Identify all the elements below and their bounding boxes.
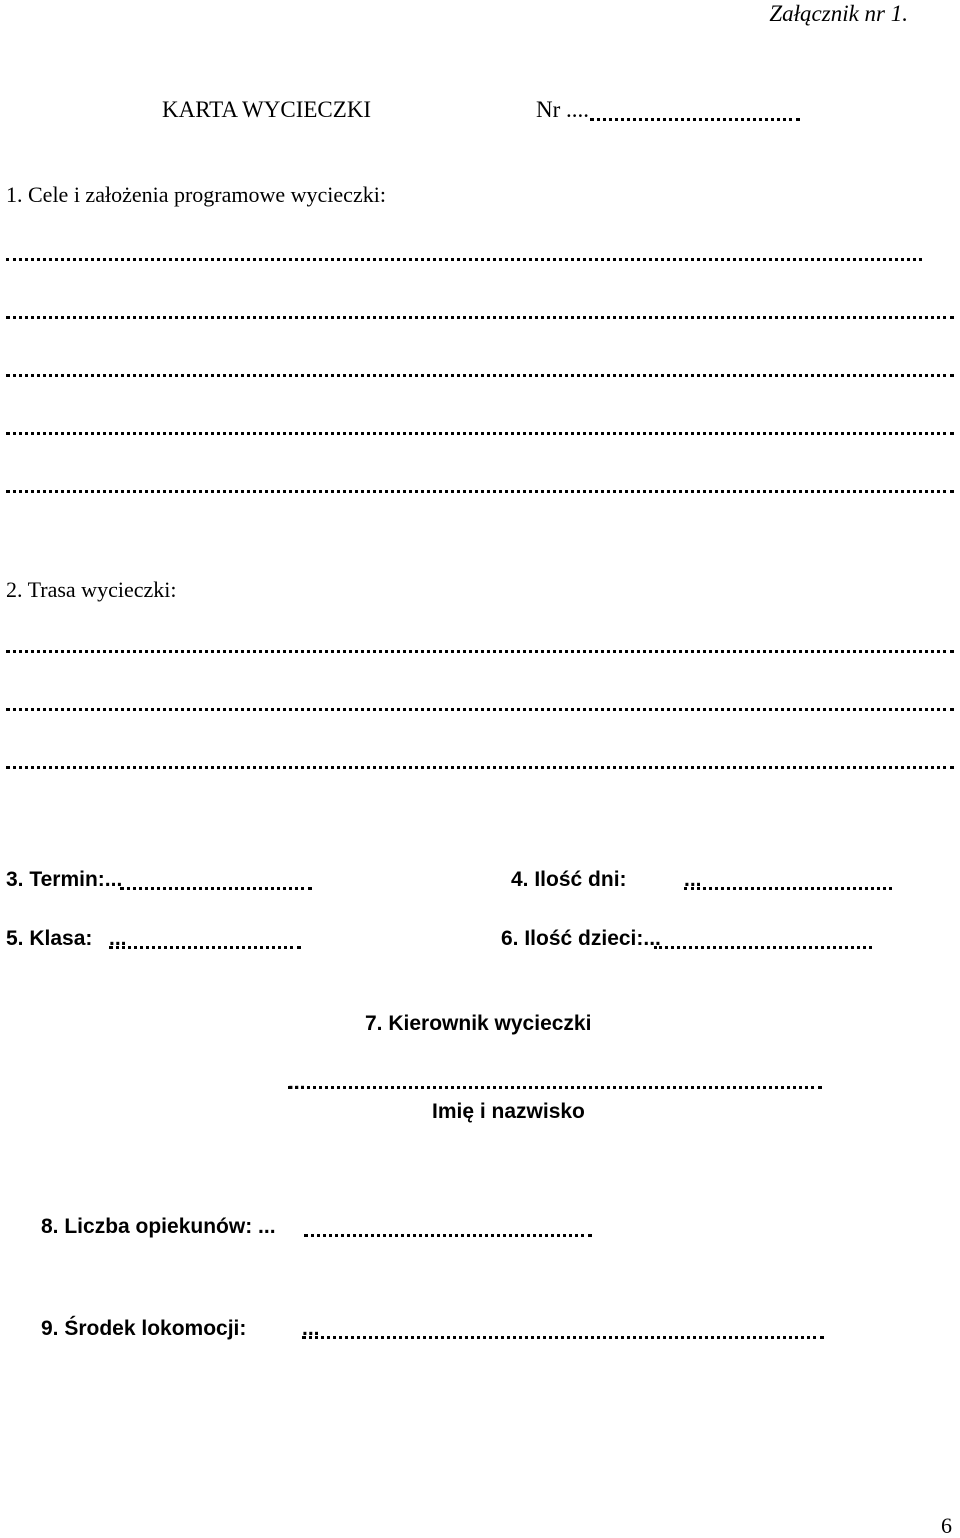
term-fill[interactable]	[120, 887, 312, 890]
route-line-2[interactable]	[6, 708, 954, 711]
form-number-fill[interactable]	[590, 118, 800, 121]
goals-line-4[interactable]	[6, 432, 954, 435]
form-number-label: Nr ....	[536, 97, 590, 122]
days-fill-text: ...	[684, 868, 702, 891]
transport-label: 9. Środek lokomocji:	[41, 1317, 247, 1340]
route-line-1[interactable]	[6, 650, 954, 653]
children-fill[interactable]	[654, 946, 872, 949]
goals-line-2[interactable]	[6, 316, 954, 319]
class-fill-text: ...	[109, 927, 127, 950]
guardians-label: 8. Liczba opiekunów: ...	[41, 1215, 276, 1238]
guardians-fill[interactable]	[304, 1234, 592, 1237]
transport-fill-text: ...	[302, 1317, 320, 1340]
children-label: 6. Ilość dzieci:...	[501, 927, 661, 950]
class-label: 5. Klasa:	[6, 927, 93, 950]
goals-line-1[interactable]	[6, 258, 922, 261]
leader-label: 7. Kierownik wycieczki	[365, 1012, 592, 1035]
goals-line-3[interactable]	[6, 374, 954, 377]
days-fill[interactable]	[684, 887, 892, 890]
form-title: KARTA WYCIECZKI	[162, 97, 372, 122]
term-label: 3. Termin:...	[6, 868, 123, 891]
route-line-3[interactable]	[6, 766, 954, 769]
leader-caption: Imię i nazwisko	[432, 1100, 585, 1123]
goals-line-5[interactable]	[6, 490, 954, 493]
goals-label: 1. Cele i założenia programowe wycieczki:	[6, 182, 386, 207]
class-fill[interactable]	[109, 946, 301, 949]
attachment-label: Załącznik nr 1.	[769, 1, 908, 26]
route-label: 2. Trasa wycieczki:	[6, 577, 177, 602]
transport-fill[interactable]	[302, 1336, 824, 1339]
leader-fill-text: ...	[288, 1071, 306, 1094]
page-number: 6	[941, 1513, 952, 1538]
days-label: 4. Ilość dni:	[511, 868, 627, 891]
leader-name-fill[interactable]	[288, 1086, 822, 1089]
